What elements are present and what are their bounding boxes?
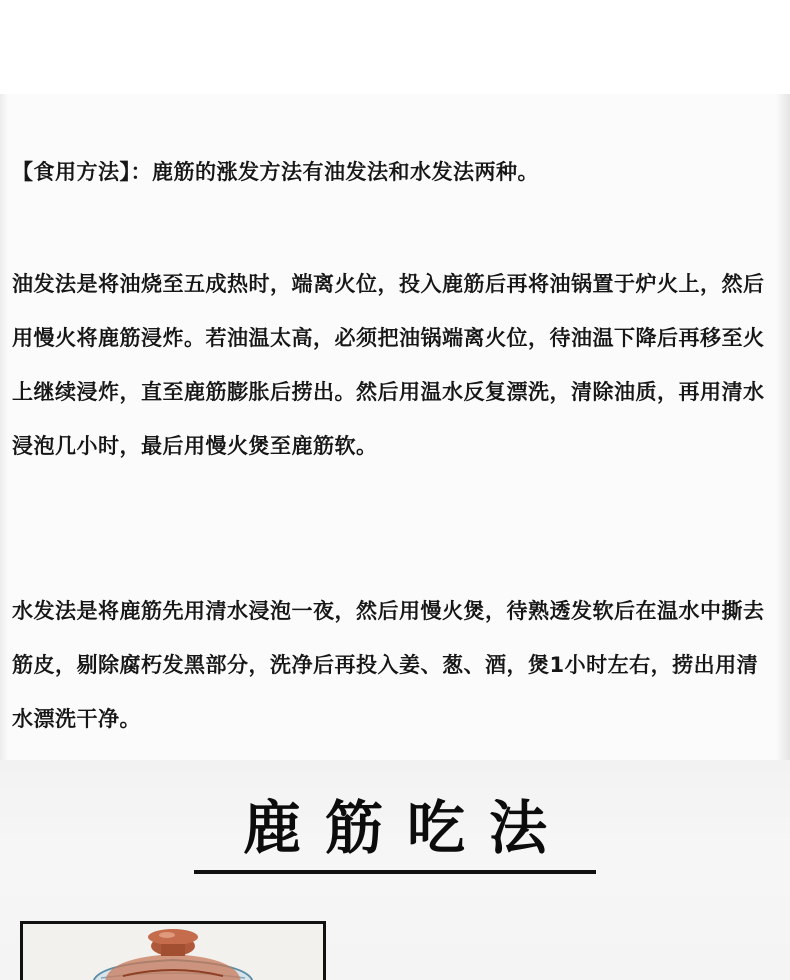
- glass-jar-lid-image: [23, 924, 323, 980]
- water-method-paragraph: 水发法是将鹿筋先用清水浸泡一夜，然后用慢火煲，待熟透发软后在温水中撕去筋皮，剔除腐朽发黑部分，洗净后再投入姜、葱、酒，煲1小时左右，捞出用清水漂洗干净。: [12, 599, 765, 731]
- usage-intro-paragraph: 【食用方法】：鹿筋的涨发方法有油发法和水发法两种。: [12, 160, 539, 184]
- top-blank-area: [0, 0, 790, 94]
- panel-edge-right: [776, 94, 790, 760]
- oil-method-paragraph: 油发法是将油烧至五成热时，端离火位，投入鹿筋后再将油锅置于炉火上，然后用慢火将鹿筋浸炸。若油温太高，必须把油锅端离火位，待油温下降后再移至火上继续浸炸，直至鹿筋膨胀后捞出。然后用温水反复漂洗，清除油质，再用清水浸泡几小时，最后用慢火煲至鹿筋软。: [12, 272, 765, 458]
- section-title-underline: [194, 870, 596, 874]
- product-image-frame: [20, 921, 326, 980]
- panel-edge-left: [0, 94, 8, 760]
- section-title: 鹿筋吃法: [242, 794, 571, 862]
- usage-text-panel: [0, 94, 790, 760]
